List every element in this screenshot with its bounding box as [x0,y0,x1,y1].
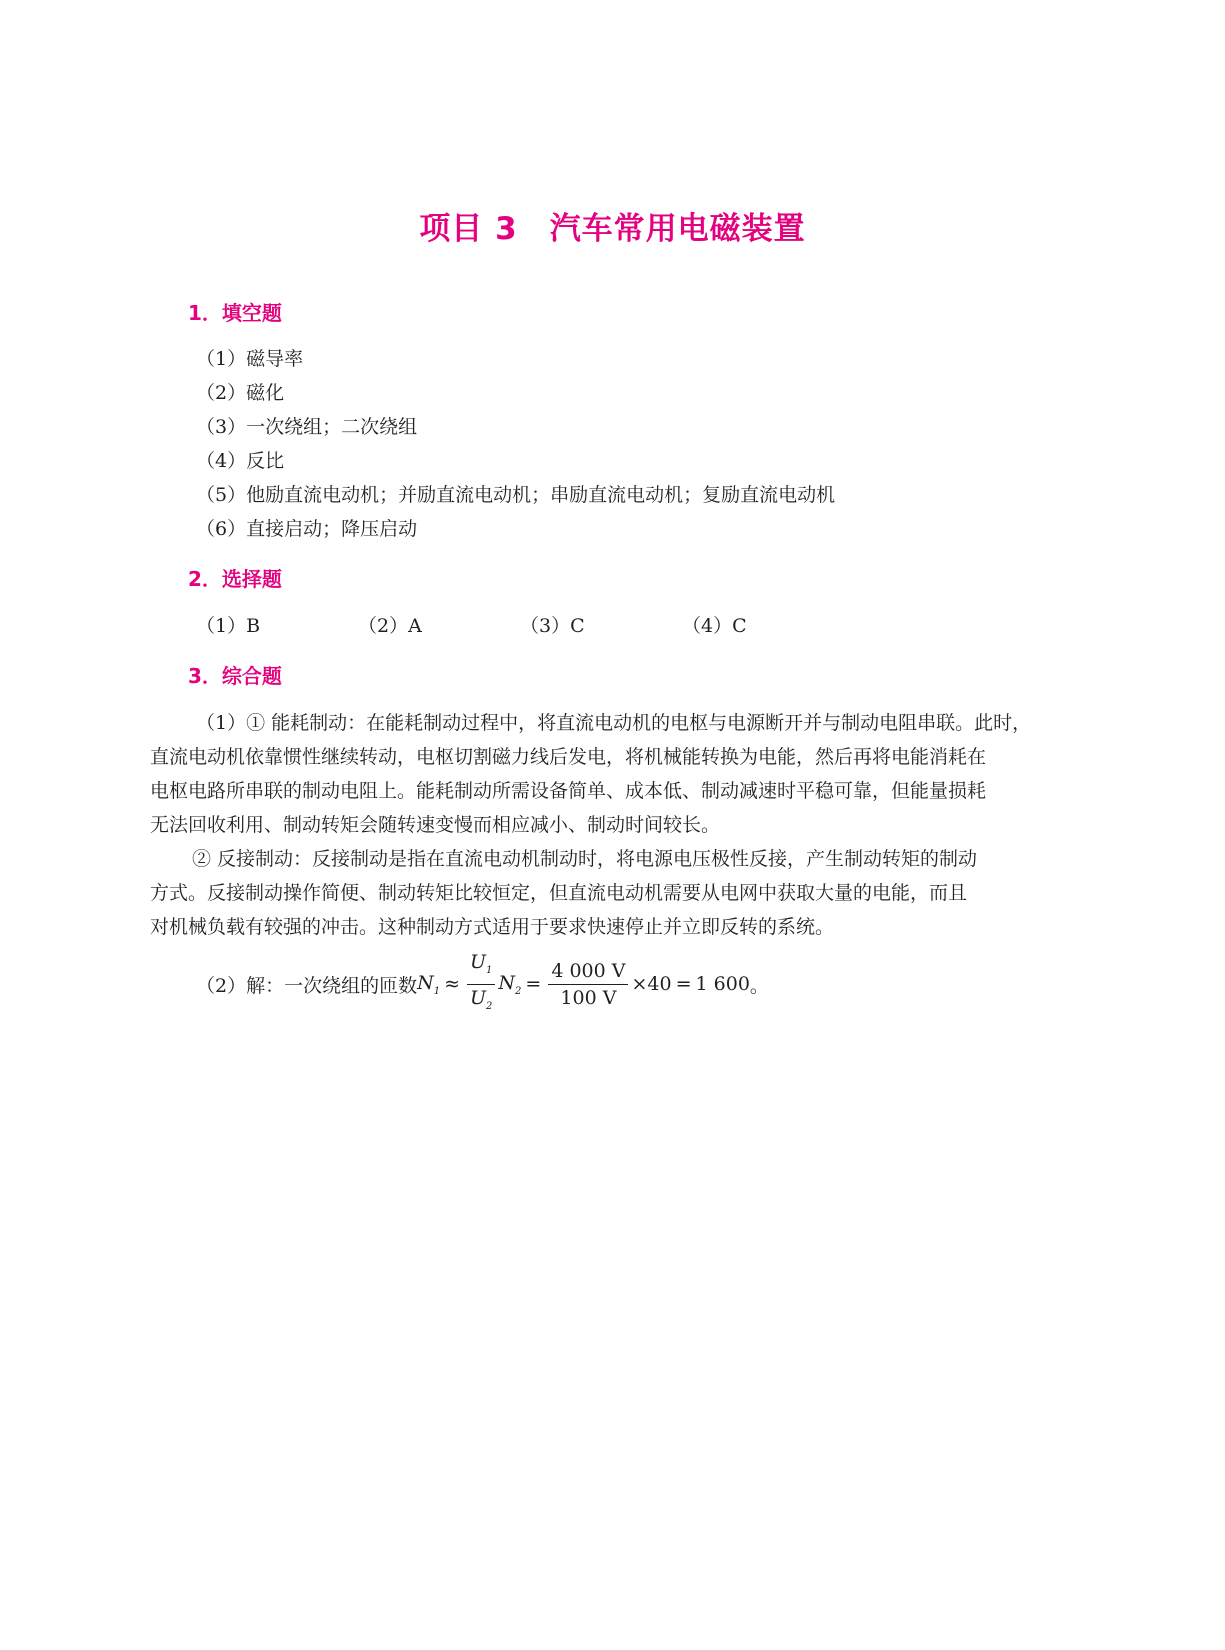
choice-answer: （1）B [196,615,261,637]
formula-prefix: （2）解：一次绕组的匝数 [196,974,418,997]
value-fraction [548,960,628,1009]
equals-sign: = [525,973,542,995]
answer-line: （2）磁化 [196,382,285,404]
choice-answer: （4）C [682,615,747,637]
page-title [0,203,1225,248]
paragraph-line: 无法回收利用、制动转矩会随转速变慢而相应减小、制动时间较长。 [150,814,721,836]
section-heading-fill-blank: 1．填空题 [188,301,282,325]
answer-line: （3）一次绕组；二次绕组 [196,416,418,438]
fraction-denominator: $U_2$ [470,986,493,1012]
fraction-numerator: 4 000 V [548,960,628,985]
approx-sign: ≈ [444,973,461,995]
turns-factor: 40 [647,973,672,995]
formula-end: 。 [749,974,769,997]
formula-line [196,950,769,1014]
paragraph-line: 对机械负载有较强的冲击。这种制动方式适用于要求快速停止并立即反转的系统。 [150,916,835,938]
paragraph-line: ② 反接制动：反接制动是指在直流电动机制动时，将电源电压极性反接，产生制动转矩的制动 [192,848,978,870]
title-number: 项目 3 [419,211,518,247]
formula-result: 1 600 [695,973,750,995]
paragraph-line: 电枢电路所串联的制动电阻上。能耗制动所需设备简单、成本低、制动减速时平稳可靠，但能量损耗 [150,780,987,802]
answer-line: （4）反比 [196,450,285,472]
formula-n2: $N_2$ [498,971,522,997]
title-text: 汽车常用电磁装置 [549,211,806,247]
section-heading-comprehensive: 3．综合题 [188,664,282,688]
answer-line: （6）直接启动；降压启动 [196,518,418,540]
fraction-numerator: $U_1$ [467,951,495,985]
fraction-denominator: 100 V [560,986,617,1009]
answer-line: （1）磁导率 [196,348,304,370]
paragraph-line: 方式。反接制动操作简便、制动转矩比较恒定，但直流电动机需要从电网中获取大量的电能，而且 [150,882,968,904]
section-heading-multiple-choice: 2．选择题 [188,567,282,591]
times-sign: × [631,973,648,995]
voltage-ratio-fraction [467,951,495,1018]
choice-answer: （2）A [358,615,422,637]
choice-answer: （3）C [520,615,585,637]
equals-sign: = [675,973,692,995]
formula-n1: $N_1$ [417,971,441,997]
paragraph-line: （1）① 能耗制动：在能耗制动过程中，将直流电动机的电枢与电源断开并与制动电阻串联。此时， [196,712,1032,734]
answer-line: （5）他励直流电动机；并励直流电动机；串励直流电动机；复励直流电动机 [196,484,836,506]
paragraph-line: 直流电动机依靠惯性继续转动，电枢切割磁力线后发电，将机械能转换为电能，然后再将电能消耗在 [150,746,987,768]
